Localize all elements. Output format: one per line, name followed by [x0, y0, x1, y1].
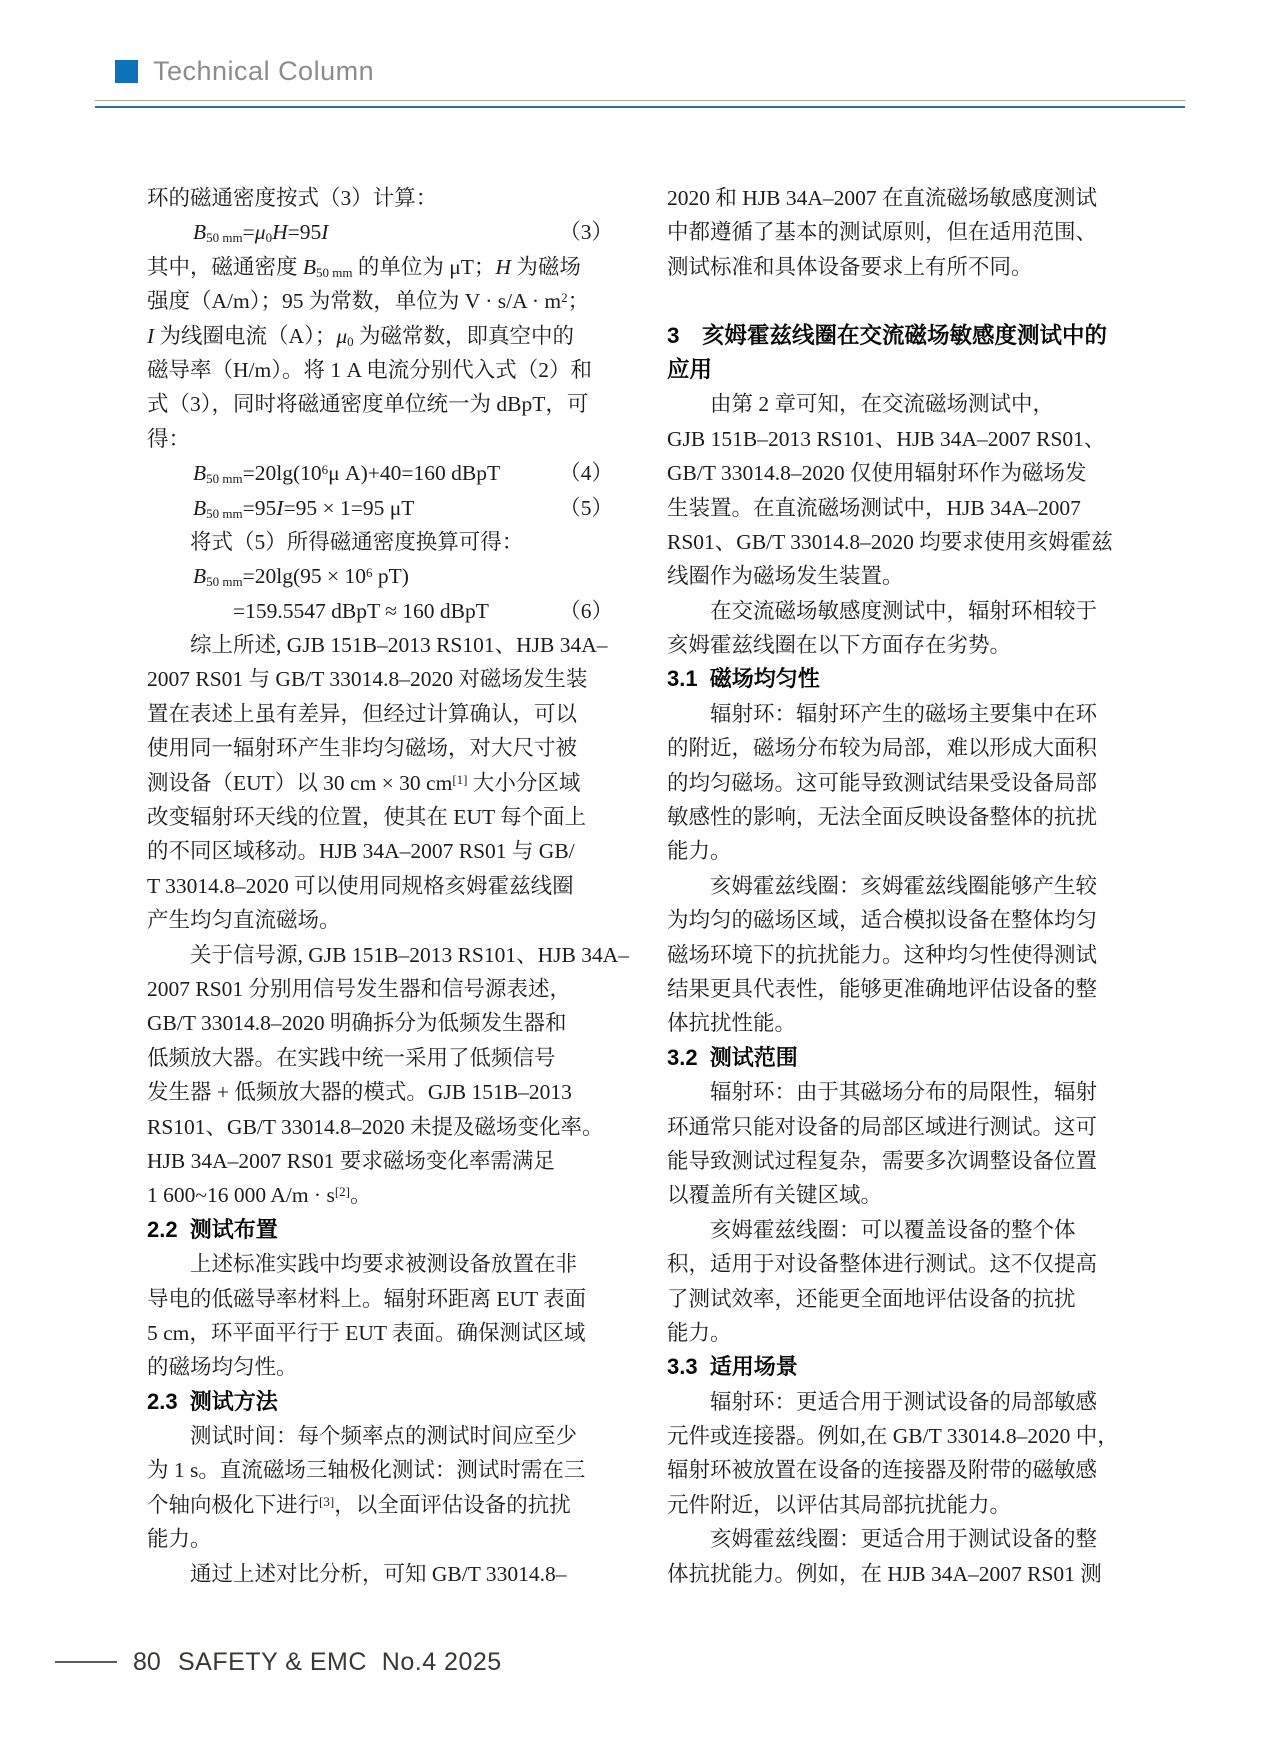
text-line: 中都遵循了基本的测试原则，但在适用范围、: [667, 220, 1098, 245]
subsection-heading: 2.2 测试布置: [147, 1216, 278, 1242]
header-marker-icon: [115, 60, 138, 83]
right-column: [667, 181, 1133, 1591]
text-line: 强度（A/m）；95 为常数，单位为 $V \cdot s/A \cdot m^2$；: [147, 289, 590, 314]
text-line: T 33014.8–2020 可以使用同规格亥姆霍兹线圈: [147, 873, 574, 898]
section-heading: 应用: [667, 356, 713, 382]
text-line: 在交流磁场敏感度测试中，辐射环相较于: [667, 598, 1098, 623]
text-line: 结果更具代表性，能够更准确地评估设备的整: [667, 976, 1098, 1001]
text-line: 发生器 + 低频放大器的模式。GJB 151B–2013: [147, 1080, 572, 1105]
text-line: 元件附近，以评估其局部抗扰能力。: [667, 1492, 1012, 1517]
text-line: 低频放大器。在实践中统一采用了低频信号: [147, 1045, 556, 1070]
text-line: 为 1 s。直流磁场三轴极化测试：测试时需在三: [147, 1458, 586, 1483]
subsection-heading: 3.2 测试范围: [667, 1044, 798, 1070]
formula-line: [147, 215, 613, 249]
text-line: 测试时间：每个频率点的测试时间应至少: [147, 1424, 578, 1449]
formula-content: =159.5547 dBpT ≈ 160 dBpT: [233, 598, 489, 623]
text-line: 上述标准实践中均要求被测设备放置在非: [147, 1252, 578, 1277]
text-line: 测试标准和具体设备要求上有所不同。: [667, 254, 1033, 279]
text-line: 磁场环境下的抗扰能力。这种均匀性使得测试: [667, 942, 1098, 967]
text-line: 能力。: [667, 839, 732, 864]
text-line: 为均匀的磁场区域，适合模拟设备在整体均匀: [667, 908, 1098, 933]
text-line: 亥姆霍兹线圈：亥姆霍兹线圈能够产生较: [667, 873, 1098, 898]
footer-rule: [55, 1661, 117, 1663]
text-line: 积，适用于对设备整体进行测试。这不仅提高: [667, 1252, 1098, 1277]
text-line: 改变辐射环天线的位置，使其在 EUT 每个面上: [147, 805, 587, 830]
equation-number: （3）: [559, 220, 613, 245]
header-rule-top: [95, 100, 1185, 101]
text-line: 其中，磁通密度 $B_{50 mm}$ 的单位为 μT；H 为磁场: [147, 254, 581, 280]
text-line: 5 cm，环平面平行于 EUT 表面。确保测试区域: [147, 1320, 586, 1345]
text-line: 环通常只能对设备的局部区域进行测试。这可: [667, 1114, 1098, 1139]
header-row: [115, 54, 374, 88]
text-line: 体抗扰能力。例如，在 HJB 34A–2007 RS01 测: [667, 1561, 1102, 1586]
text-line: I 为线圈电流（A）；$\mu_0$ 为磁常数，即真空中的: [147, 323, 575, 349]
formula-line: [147, 559, 613, 593]
text-line: 亥姆霍兹线圈：可以覆盖设备的整个体: [667, 1217, 1076, 1242]
page-number: 80: [133, 1647, 161, 1676]
text-line: 元件或连接器。例如,在 GB/T 33014.8–2020 中，: [667, 1424, 1119, 1449]
text-line: 综上所述, GJB 151B–2013 RS101、HJB 34A–: [147, 633, 608, 658]
equation-number: （4）: [559, 461, 613, 486]
text-line: 2007 RS01 与 GB/T 33014.8–2020 对磁场发生装: [147, 667, 588, 692]
text-line: 辐射环：由于其磁场分布的局限性，辐射: [667, 1080, 1098, 1105]
formula-content: $B_{50 mm}=95I=95 \times 1=95$ μT: [193, 495, 415, 521]
text-line: 2007 RS01 分别用信号发生器和信号源表述，: [147, 976, 572, 1001]
text-line: 置在表述上虽有差异，但经过计算确认，可以: [147, 701, 578, 726]
subsection-heading: 3.1 磁场均匀性: [667, 666, 820, 692]
text-line: 关于信号源, GJB 151B–2013 RS101、HJB 34A–: [147, 942, 630, 967]
text-line: 亥姆霍兹线圈：更适合用于测试设备的整: [667, 1527, 1098, 1552]
header-rule-bottom: [95, 106, 1185, 108]
text-line: 使用同一辐射环产生非均匀磁场，对大尺寸被: [147, 736, 578, 761]
text-line: 测设备（EUT）以 30 cm × 30 cm[1] 大小分区域: [147, 770, 581, 795]
text-line: 辐射环：更适合用于测试设备的局部敏感: [667, 1389, 1098, 1414]
left-column: [147, 181, 630, 1591]
text-line: 亥姆霍兹线圈在以下方面存在劣势。: [667, 633, 1012, 658]
equation-number: （5）: [559, 495, 613, 520]
text-line: 辐射环：辐射环产生的磁场主要集中在环: [667, 701, 1098, 726]
text-line: 个轴向极化下进行[3]，以全面评估设备的抗扰: [147, 1492, 571, 1517]
text-line: 生装置。在直流磁场测试中，HJB 34A–2007: [667, 495, 1081, 520]
text-line: 环的磁通密度按式（3）计算：: [147, 186, 438, 210]
text-line: 式（3），同时将磁通密度单位统一为 dBpT，可: [147, 392, 589, 417]
formula-line: [147, 594, 613, 628]
text-line: GB/T 33014.8–2020 明确拆分为低频发生器和: [147, 1011, 567, 1036]
text-line: 的附近，磁场分布较为局部，难以形成大面积: [667, 736, 1098, 761]
text-line: 导电的低磁导率材料上。辐射环距离 EUT 表面: [147, 1286, 587, 1311]
text-line: RS01、GB/T 33014.8–2020 均要求使用亥姆霍兹: [667, 529, 1113, 554]
subsection-heading: 2.3 测试方法: [147, 1388, 278, 1414]
text-line: 的不同区域移动。HJB 34A–2007 RS01 与 GB/: [147, 839, 575, 864]
text-line: 2020 和 HJB 34A–2007 在直流磁场敏感度测试: [667, 186, 1098, 210]
header-title: Technical Column: [153, 55, 375, 86]
formula-line: [147, 491, 613, 525]
text-line: 了测试效率，还能更全面地评估设备的抗扰: [667, 1286, 1076, 1311]
page-footer: [0, 1640, 1280, 1684]
text-line: 线圈作为磁场发生装置。: [667, 564, 904, 589]
text-line: HJB 34A–2007 RS01 要求磁场变化率需满足: [147, 1148, 555, 1173]
journal-info: SAFETY & EMC No.4 2025: [178, 1647, 502, 1676]
text-line: 能力。: [667, 1320, 732, 1345]
text-line: 的磁场均匀性。: [147, 1355, 298, 1380]
text-line: 的均匀磁场。这可能导致测试结果受设备局部: [667, 770, 1098, 795]
section-heading: 3 亥姆霍兹线圈在交流磁场敏感度测试中的: [667, 322, 1108, 348]
spacer: [667, 284, 1133, 318]
text-line: 能力。: [147, 1527, 212, 1552]
text-line: GB/T 33014.8–2020 仅使用辐射环作为磁场发: [667, 461, 1087, 486]
text-line: 体抗扰性能。: [667, 1011, 797, 1036]
text-line: 敏感性的影响，无法全面反映设备整体的抗扰: [667, 805, 1098, 830]
text-line: 辐射环被放置在设备的连接器及附带的磁敏感: [667, 1458, 1098, 1483]
text-line: 将式（5）所得磁通密度换算可得：: [147, 529, 524, 554]
formula-line: [147, 456, 613, 490]
text-line: 通过上述对比分析，可知 GB/T 33014.8–: [147, 1561, 567, 1586]
text-line: 由第 2 章可知，在交流磁场测试中，: [667, 392, 1055, 417]
formula-content: $B_{50 mm}=20\lg(10^6\mu$ A)+40=160 dBpT: [193, 461, 501, 486]
text-line: 磁导率（H/m）。将 1 A 电流分别代入式（2）和: [147, 357, 592, 382]
text-line: RS101、GB/T 33014.8–2020 未提及磁场变化率。: [147, 1114, 604, 1139]
subsection-heading: 3.3 适用场景: [667, 1354, 798, 1380]
text-line: 1 600~16 000 A/m · s[2]。: [147, 1183, 372, 1208]
formula-content: $B_{50 mm}=20\lg(95 \times 10^6$ pT): [193, 564, 409, 590]
text-line: 得：: [147, 426, 191, 451]
equation-number: （6）: [559, 598, 613, 623]
text-line: 能导致测试过程复杂，需要多次调整设备位置: [667, 1148, 1098, 1173]
text-line: 以覆盖所有关键区域。: [667, 1183, 883, 1208]
text-line: GJB 151B–2013 RS101、HJB 34A–2007 RS01、: [667, 426, 1106, 451]
formula-content: $B_{50 mm}=\mu_0H=95I$: [193, 220, 329, 246]
text-line: 产生均匀直流磁场。: [147, 908, 341, 933]
